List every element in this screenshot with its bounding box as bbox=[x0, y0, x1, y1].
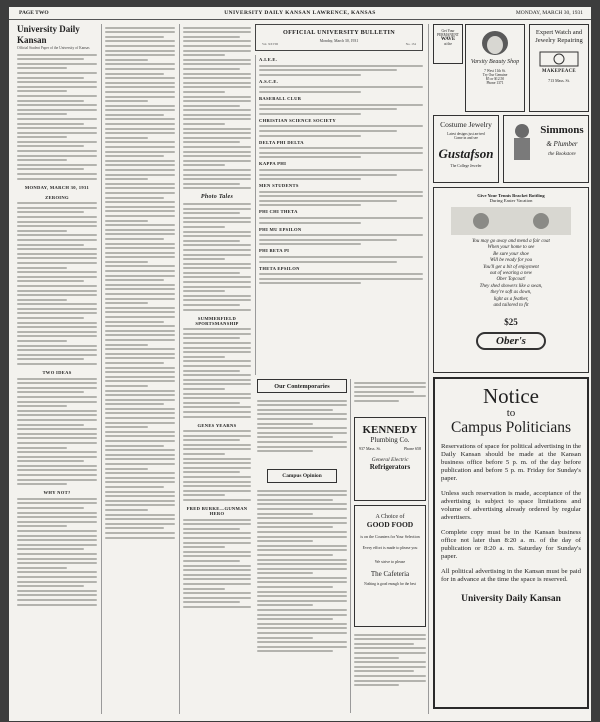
beauty-addr1: 7 West 11th St. bbox=[484, 69, 506, 73]
editorial-head-2: TWO IDEAS bbox=[42, 370, 72, 375]
obers-poem-line: You'll get a bit of enjoyment bbox=[483, 264, 539, 270]
sportsmanship-head: SUMMERFIELD SPORTSMANSHIP bbox=[195, 315, 239, 326]
beauty-addr2: Try Our Genuine bbox=[482, 73, 508, 77]
contemporaries-head: Our Contemporaries bbox=[274, 383, 330, 390]
cafeteria-name: The Cafeteria bbox=[370, 570, 410, 578]
news-text-4 bbox=[354, 379, 426, 415]
kennedy-contact bbox=[355, 444, 425, 453]
campus-opinion-box bbox=[267, 469, 337, 483]
editorial-dateline: MONDAY, MARCH 30, 1931 bbox=[24, 184, 90, 190]
editorial-column bbox=[17, 24, 97, 714]
campus-opinion-text bbox=[257, 487, 347, 713]
news-text-3a bbox=[183, 27, 251, 190]
cartoon-illustration-icon bbox=[451, 207, 571, 235]
gustafson-tag: The College Jeweler bbox=[450, 164, 482, 168]
news-text-2a bbox=[105, 27, 175, 539]
cafeteria-l4: Every effort is made to please you bbox=[362, 545, 418, 550]
ge-line-2: Refrigerators bbox=[369, 463, 411, 471]
bulletin-section: DELTA PHI DELTA bbox=[259, 139, 304, 145]
watch-brand: MAKEPEACE bbox=[542, 69, 576, 74]
kennedy-sub: Plumbing Co. bbox=[370, 436, 410, 444]
obers-poem-line: You may go away and mend a fair coat bbox=[472, 239, 550, 244]
costume-price: Come in and see bbox=[454, 136, 478, 140]
makepeace-logo-icon bbox=[539, 49, 579, 69]
news-column-2 bbox=[105, 24, 175, 714]
notice-paragraph-2: Unless such reservation is made, acceptance of the advertising is subject to space limitations and volume of advertising already ordered by regular advertisers. bbox=[441, 490, 581, 521]
official-bulletin-header bbox=[255, 24, 423, 51]
obers-poem-line: Ober Topcoat! bbox=[496, 277, 526, 283]
notice-to: to bbox=[506, 407, 516, 419]
simmons-note: the Bookstore bbox=[548, 152, 576, 157]
kennedy-title: KENNEDY bbox=[362, 424, 418, 436]
masthead bbox=[9, 7, 591, 20]
our-contemporaries-box bbox=[257, 379, 347, 393]
notice-paragraph-3: Complete copy must be in the Kansan business office not later than 8:20 a. m. of the day of publication or 8:20 a. m. Saturday for Sunday's paper. bbox=[441, 529, 581, 560]
obers-poem-line: and tailored to fit bbox=[493, 303, 529, 309]
gustafson-ad bbox=[433, 115, 499, 183]
woman-head-illustration-icon bbox=[477, 29, 513, 57]
obers-poem-line: They shed showers like a swan, bbox=[479, 283, 543, 289]
obers-poem-line: Be sure your shoe bbox=[493, 251, 529, 257]
bulletin-title: OFFICIAL UNIVERSITY BULLETIN bbox=[282, 29, 395, 36]
bulletin-section: PHI CHI THETA bbox=[259, 209, 298, 215]
page-number: PAGE TWO bbox=[19, 10, 49, 16]
notice-signature: University Daily Kansan bbox=[461, 594, 561, 604]
obers-logo: Ober's bbox=[476, 332, 546, 350]
simmons-sub: & Plumber bbox=[546, 140, 578, 148]
obers-poem-line: Will be ready for you bbox=[489, 258, 533, 264]
watch-title: Expert Watch and Jewelry Repairing bbox=[535, 29, 583, 44]
column-rule bbox=[179, 24, 180, 714]
bulletin-notices bbox=[259, 55, 423, 375]
gustafson-name: Gustafson bbox=[438, 146, 494, 161]
news-text-3d bbox=[183, 430, 251, 501]
bulletin-section: PHI BETA PI bbox=[259, 248, 290, 254]
editorial-text-1 bbox=[17, 202, 97, 365]
wave-l1: Get Your bbox=[441, 29, 455, 33]
notice-paragraph-1: Reservations of space for political advertising in the Daily Kansan should be made at the Kansan business office before 5 p. m. of the day before publication and before 5 p. m. Friday for Sunday's paper. bbox=[441, 443, 581, 482]
editorial-head-1: ZEROING bbox=[45, 194, 69, 200]
costume-sub: Latest designs just arrived bbox=[447, 132, 485, 136]
cafeteria-l5: We strive to please bbox=[374, 559, 406, 564]
column-rule bbox=[350, 379, 351, 713]
editorial-text-3 bbox=[17, 498, 97, 606]
news-text-3e bbox=[183, 519, 251, 608]
obers-topcoat-ad bbox=[433, 187, 589, 373]
kennedy-address: 937 Mass. St. bbox=[359, 446, 381, 451]
obers-title: Give Your Tennis Bracket Bottling bbox=[477, 193, 545, 198]
ge-line-1: General Electric bbox=[371, 457, 409, 463]
bulletin-dateline: Monday, March 30, 1931 bbox=[319, 39, 359, 43]
paper-name: University Daily Kansan bbox=[17, 24, 80, 45]
notice-campus-politicians bbox=[433, 377, 589, 709]
obers-poem-line: out of wearing a new bbox=[489, 271, 533, 277]
notice-title: Notice bbox=[483, 384, 539, 408]
beauty-name: Varsity Beauty Shop bbox=[470, 59, 520, 65]
newspaper-page bbox=[9, 7, 591, 721]
paper-subtitle: Official Student Paper of the University of Kansas bbox=[17, 46, 90, 50]
obers-poem bbox=[434, 235, 588, 309]
bulletin-number: No. 134 bbox=[405, 42, 416, 46]
bulletin-section: A.I.E.E. bbox=[259, 57, 278, 62]
wave-l4: at the bbox=[444, 42, 452, 46]
watch-repair-ad bbox=[529, 24, 589, 112]
notice-subject: Campus Politicians bbox=[450, 419, 572, 436]
wave-l2: PERMANENT bbox=[437, 33, 459, 37]
cafeteria-l3: is on the Counters for Your Selection bbox=[360, 534, 420, 539]
obers-sub: During Easter Vacation bbox=[489, 198, 533, 203]
bulletin-section: MEN STUDENTS bbox=[259, 183, 299, 189]
genes-yearns-head: GENES YEARNS bbox=[197, 422, 237, 428]
wave-l3: WAVE bbox=[440, 37, 456, 42]
notice-paragraph-4: All political advertising in the Kansan must be paid for in advance at the time the space is reserved. bbox=[441, 568, 581, 583]
cafeteria-l2: GOOD FOOD bbox=[366, 520, 414, 529]
cafeteria-l1: A Choice of bbox=[375, 514, 405, 520]
obers-poem-line: light as a feather, bbox=[493, 296, 529, 302]
simmons-ad bbox=[503, 115, 589, 183]
costume-title: Costume Jewelry bbox=[440, 120, 492, 129]
bulletin-section: KAPPA PHI bbox=[259, 161, 287, 167]
kennedy-plumbing-ad bbox=[354, 417, 426, 501]
masthead-date: MONDAY, MARCH 30, 1931 bbox=[515, 10, 583, 16]
editorial-head-3: WHY NOT? bbox=[43, 490, 71, 496]
bulletin-volume: Vol. XXVIII bbox=[262, 42, 279, 46]
obers-price: $25 bbox=[504, 317, 518, 328]
burke-head: FRED BURKE—GUNMAN HERO bbox=[186, 506, 248, 516]
news-text-3b bbox=[183, 203, 251, 311]
bulletin-section: BASEBALL CLUB bbox=[259, 95, 302, 101]
kennedy-phone: Phone 658 bbox=[404, 446, 421, 451]
bulletin-section: A.S.C.E. bbox=[259, 78, 279, 84]
simmons-title: Simmons bbox=[540, 124, 584, 136]
photo-tales-head: Photo Tales bbox=[200, 194, 234, 201]
editorial-text-2 bbox=[17, 378, 97, 486]
obers-poem-line: they're soft as down, bbox=[490, 290, 532, 296]
beauty-addr3: $5 or $12.50 bbox=[485, 77, 505, 81]
news-text-5 bbox=[354, 631, 426, 713]
column-rule bbox=[428, 24, 429, 714]
obers-poem-line: When your home to see bbox=[487, 245, 535, 251]
column-rule bbox=[255, 55, 256, 375]
masthead-title: UNIVERSITY DAILY KANSAN LAWRENCE, KANSAS bbox=[224, 10, 376, 16]
cafeteria-foot: Nothing is good enough for the best bbox=[364, 582, 416, 586]
watch-addr: 713 Mass. St. bbox=[548, 78, 570, 83]
beauty-phone: Phone 1371 bbox=[486, 81, 504, 85]
cafeteria-ad bbox=[354, 505, 426, 627]
bulletin-section: PHI MU EPSILON bbox=[259, 226, 302, 232]
permanent-wave-ad bbox=[433, 24, 463, 64]
man-figure-icon bbox=[508, 122, 536, 162]
news-text-3c bbox=[183, 328, 251, 417]
staff-box bbox=[17, 54, 97, 180]
news-column-3 bbox=[183, 24, 251, 714]
contemporaries-text bbox=[257, 397, 347, 467]
campus-opinion-head: Campus Opinion bbox=[282, 473, 322, 479]
bulletin-section: CHRISTIAN SCIENCE SOCIETY bbox=[259, 117, 336, 123]
bulletin-section: THETA EPSILON bbox=[259, 265, 300, 271]
column-rule bbox=[101, 24, 102, 714]
